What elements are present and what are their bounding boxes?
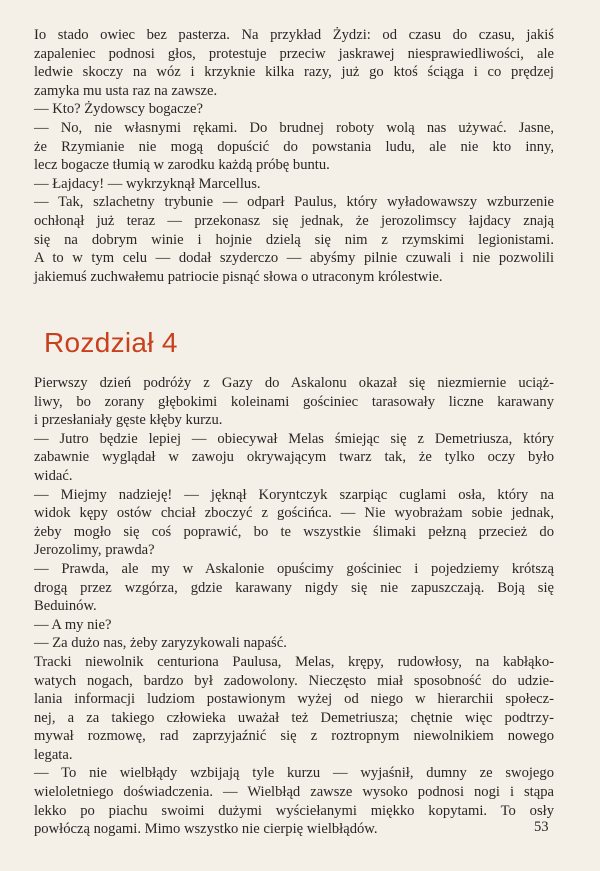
text-line: — Kto? Żydowscy bogacze? — [34, 101, 203, 118]
text-line: A to w tym celu — dodał szyderczo — abyśmy pilnie czuwali i nie pozwolili — [34, 250, 554, 267]
text-line: i przesłaniały gęste kłęby kurzu. — [34, 412, 223, 429]
text-line: nej, a za takiego człowieka uważał też Demetriusza; chętnie więc podtrzy- — [34, 709, 554, 726]
text-line: lecz bogacze tłumią w zarodku każdą próbę buntu. — [34, 157, 330, 174]
text-line: — A my nie? — [34, 616, 112, 633]
text-line: jakiemuś zuchwałemu patriocie pisnąć słowa o utraconym królestwie. — [34, 268, 443, 285]
page-number: 53 — [534, 819, 549, 835]
text-line: ochłonął już teraz — przekonasz się jednak, że jerozolimscy łajdacy znają — [34, 212, 554, 229]
text-line: się na dobrym winie i hojnie dzielą się nim z rzymskimi legionistami. — [34, 231, 554, 248]
text-line: — Jutro będzie lepiej — obiecywał Melas śmiejąc się z Demetriusza, który — [34, 430, 554, 447]
text-line: drogą przez wzgórza, gdzie karawany nigdy się nie zapuszczają. Boją się — [34, 579, 554, 596]
text-line: — Tak, szlachetny trybunie — odparł Paulus, który wyładowawszy wzburzenie — [34, 194, 554, 211]
text-line: widać. — [34, 467, 73, 484]
text-line: — To nie wielbłądy wzbijają tyle kurzu — wyjaśnił, dumny ze swojego — [34, 765, 554, 782]
text-line: wieloletniego doświadczenia. — Wielbłąd zawsze wysoko podnosi nogi i stąpa — [34, 784, 554, 801]
text-line: legata. — [34, 746, 73, 763]
text-line: powłóczą nogami. Mimo wszystko nie cierpię wielbłądów. — [34, 821, 378, 838]
text-line: lekko po piachu swoimi dużymi wyściełanymi miękko kopytami. To osły — [34, 802, 554, 819]
text-line: zamyka mu usta raz na zawsze. — [34, 82, 218, 99]
text-line: — Miejmy nadzieję! — jęknął Koryntczyk szarpiąc cuglami osła, który na — [34, 486, 554, 503]
text-line: widok kępy ostów chciał zboczyć z gościńca. — Nie wyobrażam sobie jednak, — [34, 505, 554, 522]
text-line: Beduinów. — [34, 598, 97, 615]
text-line: — Za dużo nas, żeby zaryzykowali napaść. — [34, 635, 287, 652]
text-line: — No, nie własnymi rękami. Do brudnej roboty wolą nas używać. Jasne, — [34, 119, 554, 136]
chapter-heading: Rozdział 4 — [44, 327, 178, 358]
text-line: — Prawda, ale my w Askalonie opuścimy gościniec i pojedziemy krótszą — [34, 560, 554, 577]
text-line: lania informacji ludziom postawionym wyżej od niego w hierarchii społecz- — [34, 691, 554, 708]
text-line: mywał rozmowę, rad zaprzyjaźnić się z roztropnym niewolnikiem nowego — [34, 728, 554, 745]
text-line: ledwie skoczy na wóz i krzyknie kilka razy, już go ktoś ściąga i co prędzej — [34, 64, 554, 81]
text-line: zabawnie wyglądał w zawoju okrywającym twarz tak, że tylko oczy było — [34, 449, 554, 466]
text-line: Jerozolimy, prawda? — [34, 542, 155, 559]
text-line: Pierwszy dzień podróży z Gazy do Askalonu okazał się niezmiernie uciąż- — [34, 375, 554, 391]
text-line: liwy, bo zorany głębokimi koleinami gościniec tarasowały liczne karawany — [34, 393, 554, 410]
text-line: watych nogach, bardzo był zadowolony. Nieczęsto miał sposobność do udzie- — [34, 672, 554, 689]
text-line: Tracki niewolnik centuriona Paulusa, Melas, krępy, rudowłosy, na kabłąko- — [34, 653, 554, 670]
text-line: żeby mogło się coś poprawić, bo te wszystkie ślimaki pełzną przecież do — [34, 523, 554, 540]
text-line: że Rzymianie nie mogą dopuścić do powstania ludu, ale nie kto inny, — [34, 138, 554, 155]
text-line: Io stado owiec bez pasterza. Na przykład Żydzi: od czasu do czasu, jakiś — [34, 27, 554, 43]
text-section-bottom — [34, 374, 554, 839]
text-line: zapaleniec podnosi głos, protestuje przeciw jaskrawej niesprawiedliwości, ale — [34, 45, 554, 62]
text-line: — Łajdacy! — wykrzyknął Marcellus. — [34, 175, 261, 192]
text-section-top — [34, 26, 554, 286]
